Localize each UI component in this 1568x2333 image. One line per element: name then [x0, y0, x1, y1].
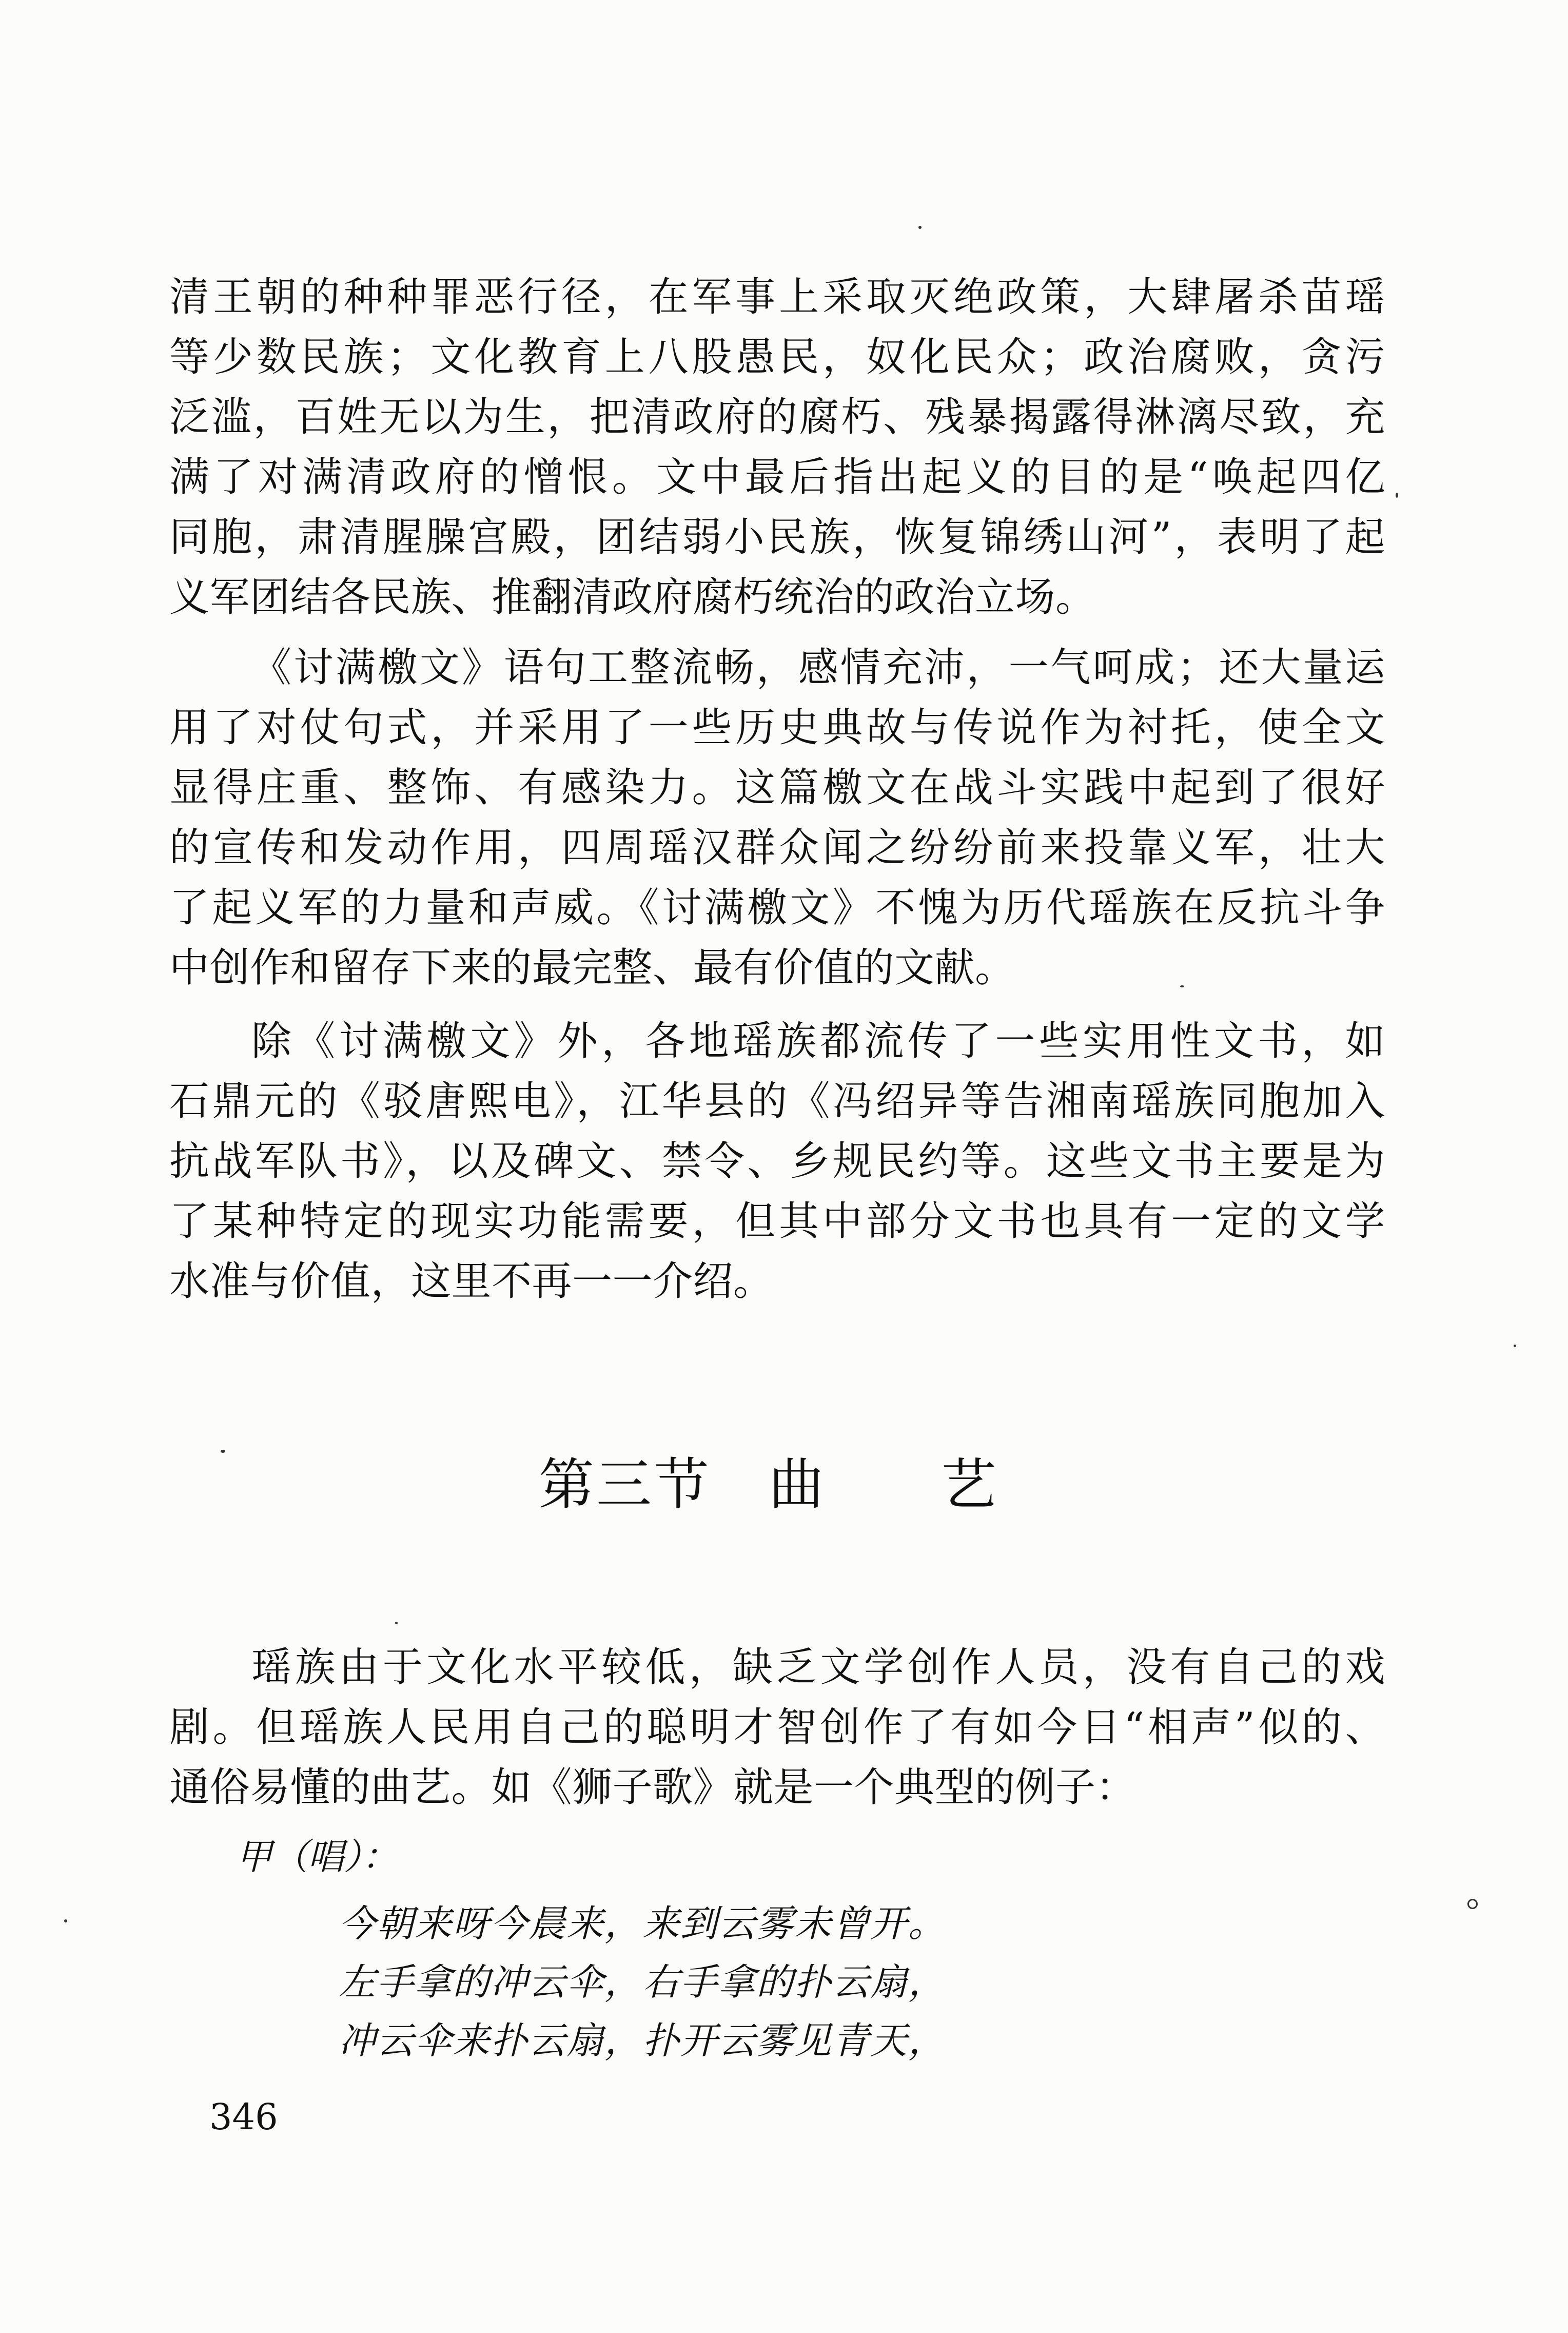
page-number: 346: [209, 2096, 278, 2138]
song-verse: 冲云伞来扑云扇，扑开云雾见青天，: [339, 2019, 947, 2062]
paragraph-line: 同胞，肃清腥臊宫殿，团结弱小民族，恢复锦绣山河”，表明了起: [169, 514, 1385, 560]
paragraph-line: 义军团结各民族、推翻清政府腐朽统治的政治立场。: [169, 574, 1096, 620]
paragraph-line: 泛滥，百姓无以为生，把清政府的腐朽、残暴揭露得淋漓尽致，充: [169, 394, 1385, 440]
paragraph-line: 石鼎元的《驳唐熙电》，江华县的《冯绍异等告湘南瑶族同胞加入: [169, 1078, 1385, 1124]
scan-speck: [64, 1919, 67, 1922]
scan-speck: [1396, 493, 1398, 498]
scan-speck: [918, 226, 922, 229]
scan-speck: [1514, 1345, 1516, 1347]
scan-speck: [221, 1450, 225, 1453]
song-speaker: 甲（唱）：: [236, 1836, 398, 1878]
paragraph-line: 的宣传和发动作用，四周瑶汉群众闻之纷纷前来投靠义军，壮大: [169, 825, 1385, 871]
scan-speck: [1467, 1899, 1478, 1909]
paragraph-first-line: 除《讨满檄文》外，各地瑶族都流传了一些实用性文书，如: [251, 1018, 1385, 1064]
paragraph-line: 用了对仗句式，并采用了一些历史典故与传说作为衬托，使全文: [169, 705, 1385, 751]
paragraph-line: 满了对满清政府的憎恨。文中最后指出起义的目的是“唤起四亿: [169, 454, 1385, 500]
paragraph-line: 清王朝的种种罪恶行径，在军事上采取灭绝政策，大肆屠杀苗瑶: [169, 274, 1385, 320]
scan-speck: [1180, 985, 1184, 987]
section-title: 第三节 曲 艺: [539, 1453, 999, 1517]
paragraph-line: 等少数民族；文化教育上八股愚民，奴化民众；政治腐败，贪污: [169, 334, 1385, 380]
song-verse: 左手拿的冲云伞，右手拿的扑云扇，: [339, 1960, 947, 2004]
paragraph-line: 抗战军队书》，以及碑文、禁令、乡规民约等。这些文书主要是为: [169, 1138, 1385, 1184]
scan-speck: [395, 1622, 398, 1624]
paragraph-line: 了某种特定的现实功能需要，但其中部分文书也具有一定的文学: [169, 1198, 1385, 1245]
paragraph-line: 剧。但瑶族人民用自己的聪明才智创作了有如今日“相声”似的、: [169, 1704, 1385, 1751]
paragraph-line: 中创作和留存下来的最完整、最有价值的文献。: [169, 945, 1015, 991]
paragraph-line: 水准与价值，这里不再一一介绍。: [169, 1258, 774, 1305]
paragraph-line: 了起义军的力量和声威。《讨满檄文》不愧为历代瑶族在反抗斗争: [169, 885, 1385, 931]
paragraph-line: 显得庄重、整饰、有感染力。这篇檄文在战斗实践中起到了很好: [169, 765, 1385, 811]
paragraph-first-line: 《讨满檄文》语句工整流畅，感情充沛，一气呵成；还大量运: [251, 645, 1385, 691]
paragraph-line: 通俗易懂的曲艺。如《狮子歌》就是一个典型的例子：: [169, 1764, 1136, 1811]
paragraph-first-line: 瑶族由于文化水平较低，缺乏文学创作人员，没有自己的戏: [251, 1644, 1385, 1690]
song-verse: 今朝来呀今晨来，来到云雾未曾开。: [339, 1902, 947, 1945]
